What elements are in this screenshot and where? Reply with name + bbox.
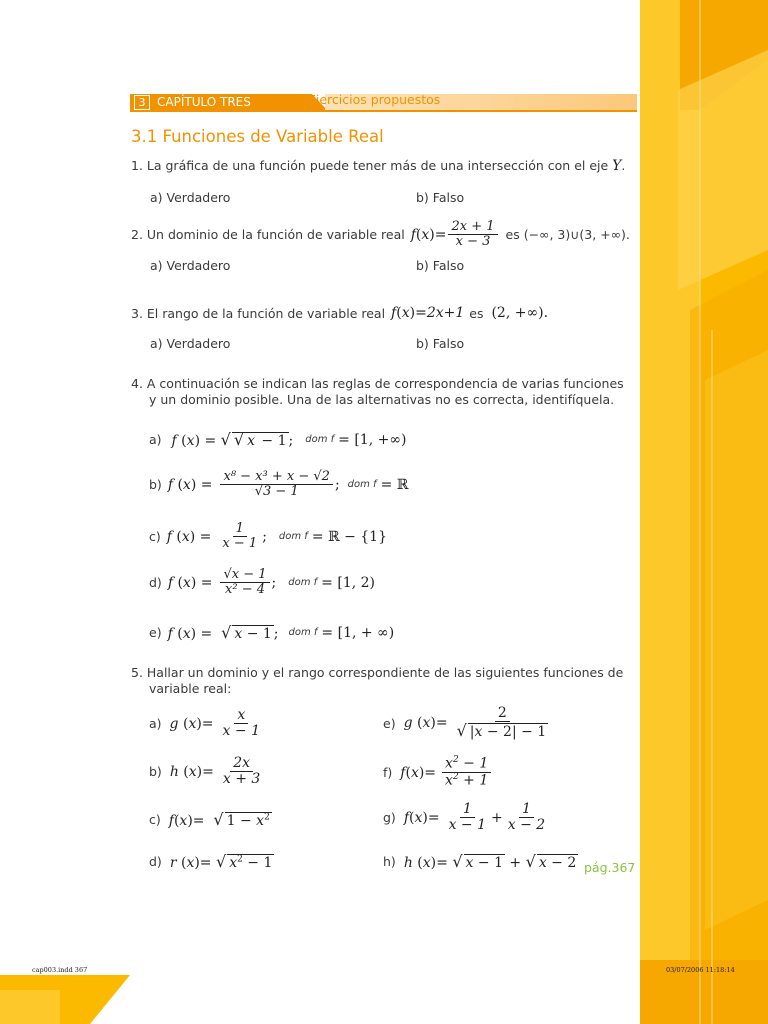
question-4-line-2: y un dominio posible. Una de las alternativas no es correcta, identifíquela. xyxy=(149,392,615,407)
question-2-fraction xyxy=(448,220,497,250)
chapter-number-box: 3 xyxy=(134,95,150,110)
question-1 xyxy=(131,158,625,174)
q2-denominator: x − 3 xyxy=(455,234,491,250)
q5-g-fraction-2: $\frac{1}{x - 2}$ xyxy=(507,801,546,834)
q4-b-denominator: √3 − 1 xyxy=(254,484,299,500)
q4-item-a xyxy=(149,430,406,449)
q5-a-fraction: $\frac{x}{x - 1}$ xyxy=(222,707,260,740)
q5-a-lhs: g (x)= xyxy=(169,715,214,732)
q4-a-label: a) xyxy=(149,432,162,447)
q4-d-domain: = [1, 2) xyxy=(321,574,375,591)
q3-option-a[interactable]: a) Verdadero xyxy=(150,336,231,351)
q4-d-numerator: √x − 1 xyxy=(220,568,269,583)
q3-expr: 2x+1 xyxy=(426,305,465,321)
q2-x: x xyxy=(421,226,430,243)
q5-item-e xyxy=(383,706,553,741)
q5-h-label: h) xyxy=(383,854,396,869)
question-2-domain: es (−∞, 3)∪(3, +∞). xyxy=(505,227,630,243)
q3-option-b[interactable]: b) Falso xyxy=(416,336,465,351)
question-2-function: f(x)= xyxy=(410,226,447,243)
q5-b-label: b) xyxy=(149,764,162,780)
page-number: pág.367 xyxy=(584,860,636,875)
q5-b-lhs: h (x)= xyxy=(169,763,214,780)
q4-b-fraction xyxy=(220,470,332,500)
question-1-text: 1. La gráfica de una función puede tener más de una intersección con el eje xyxy=(131,158,609,173)
q4-item-d: d) f (x) = $\frac{√x - 1}{\text{x² − 4}}$ ; dom f = [1, 2) xyxy=(149,567,375,598)
q4-c-dom: dom f xyxy=(278,531,308,543)
q2-f: f xyxy=(410,226,416,243)
q5-item-d xyxy=(149,852,274,871)
q2-option-b[interactable]: b) Falso xyxy=(416,258,465,273)
question-4-line-1: 4. A continuación se indican las reglas de correspondencia de varias funciones xyxy=(131,376,624,391)
q1-option-a[interactable]: a) Verdadero xyxy=(150,190,231,205)
q5-item-h xyxy=(383,852,578,871)
question-3 xyxy=(131,305,548,321)
q5-g-lhs: f(x)= xyxy=(403,809,440,826)
q4-d-lhs: f (x) = xyxy=(167,574,213,591)
q5-item-b xyxy=(149,756,265,788)
q5-h-formula: h (x)= √ x − 1 + √ x − 2 xyxy=(403,852,577,871)
chapter-label: CAPÍTULO TRES xyxy=(157,95,251,109)
q4-e-formula: f (x) = √ x − 1 ; xyxy=(167,623,279,642)
section-title: 3.1 Funciones de Variable Real xyxy=(131,127,384,146)
q4-a-domain: = [1, +∞) xyxy=(338,431,407,448)
question-2 xyxy=(131,220,630,250)
q5-item-f xyxy=(383,756,493,789)
question-1-period: . xyxy=(621,158,626,173)
q1-option-b[interactable]: b) Falso xyxy=(416,190,465,205)
header-underline xyxy=(130,110,637,112)
question-3-function: f(x)=2x+1 xyxy=(391,305,465,321)
q4-b-label: b) xyxy=(149,477,162,493)
q4-item-e xyxy=(149,623,394,642)
q5-item-a xyxy=(149,708,265,740)
q4-b-numerator: x⁸ − x³ + x − √2 xyxy=(220,470,332,485)
q5-item-c xyxy=(149,810,272,829)
footer-right: 03/07/2006 11:18:14 xyxy=(666,966,735,974)
q4-c-denominator: x − 1 xyxy=(222,536,258,552)
q2-numerator: 2x + 1 xyxy=(448,220,497,235)
q5-item-g: g) f(x)= $\frac{1}{x - 1}$ + $\frac{1}{x - 2}$ xyxy=(383,802,550,834)
q4-c-label: c) xyxy=(149,529,161,545)
q5-a-label: a) xyxy=(149,716,162,732)
q4-item-b: b) f (x) = $\frac{\text{x⁸ − x³ + x − √2}}{√3 - 1}$ ; dom f = ℝ xyxy=(149,469,409,500)
q4-d-denominator: x² − 4 xyxy=(225,582,265,598)
q5-b-fraction: $\frac{2x}{x + 3}$ xyxy=(222,755,261,788)
q4-c-fraction xyxy=(219,522,260,552)
q5-e-fraction: $\frac{2}{√ |x - 2| - 1}$ xyxy=(456,705,547,741)
q4-d-dom: dom f xyxy=(288,577,318,589)
q5-d-label: d) xyxy=(149,854,162,869)
q4-b-lhs: f (x) = xyxy=(167,476,213,493)
question-5-line-2: variable real: xyxy=(149,681,232,696)
q5-g-label: g) xyxy=(383,810,396,826)
q5-e-label: e) xyxy=(383,715,396,731)
q4-e-label: e) xyxy=(149,625,162,640)
q4-e-domain: = [1, + ∞) xyxy=(321,624,395,641)
q4-item-c: c) f (x) = $\frac{1}{x - 1}$ ; dom f = ℝ − {1} xyxy=(149,521,387,552)
question-3-es: es xyxy=(469,305,484,321)
q4-c-lhs: f (x) = xyxy=(166,528,212,545)
question-1-axis: Y xyxy=(612,158,622,174)
q4-a-formula: f (x) = √ √ x − 1 ; xyxy=(171,430,294,449)
q5-c-label: c) xyxy=(149,812,161,827)
q5-c-formula: f(x)= √ $1 - x^2$ xyxy=(168,810,270,829)
q4-b-domain: = ℝ xyxy=(380,476,409,493)
q4-c-domain: = ℝ − {1} xyxy=(311,528,387,545)
q4-d-label: d) xyxy=(149,575,162,591)
q4-a-dom: dom f xyxy=(305,434,335,445)
q4-c-numerator: 1 xyxy=(233,522,247,537)
q5-f-fraction: $\frac{x^2 - 1}{x^2 + 1}$ xyxy=(442,756,491,789)
q4-e-dom: dom f xyxy=(288,627,318,638)
footer-left: cap003.indd 367 xyxy=(32,966,88,974)
section-label: Ejercicios propuestos xyxy=(308,92,441,107)
q5-d-formula: r (x)= √ $x^2 - 1$ xyxy=(169,852,273,871)
header-bar xyxy=(130,94,637,111)
q2-option-a[interactable]: a) Verdadero xyxy=(150,258,231,273)
question-2-text: 2. Un dominio de la función de variable real xyxy=(131,227,405,243)
q4-d-fraction xyxy=(220,568,269,598)
question-3-text: 3. El rango de la función de variable real xyxy=(131,305,386,321)
q4-b-dom: dom f xyxy=(347,479,377,491)
question-5-line-1: 5. Hallar un dominio y el rango correspondiente de las siguientes funciones de xyxy=(131,665,624,680)
question-3-interval: (2, +∞). xyxy=(491,305,549,321)
q5-e-lhs: g (x)= xyxy=(403,715,448,732)
q5-f-label: f) xyxy=(383,765,393,781)
q5-g-fraction-1: $\frac{1}{x - 1}$ xyxy=(448,801,487,834)
q5-f-lhs: f(x)= xyxy=(400,764,437,781)
